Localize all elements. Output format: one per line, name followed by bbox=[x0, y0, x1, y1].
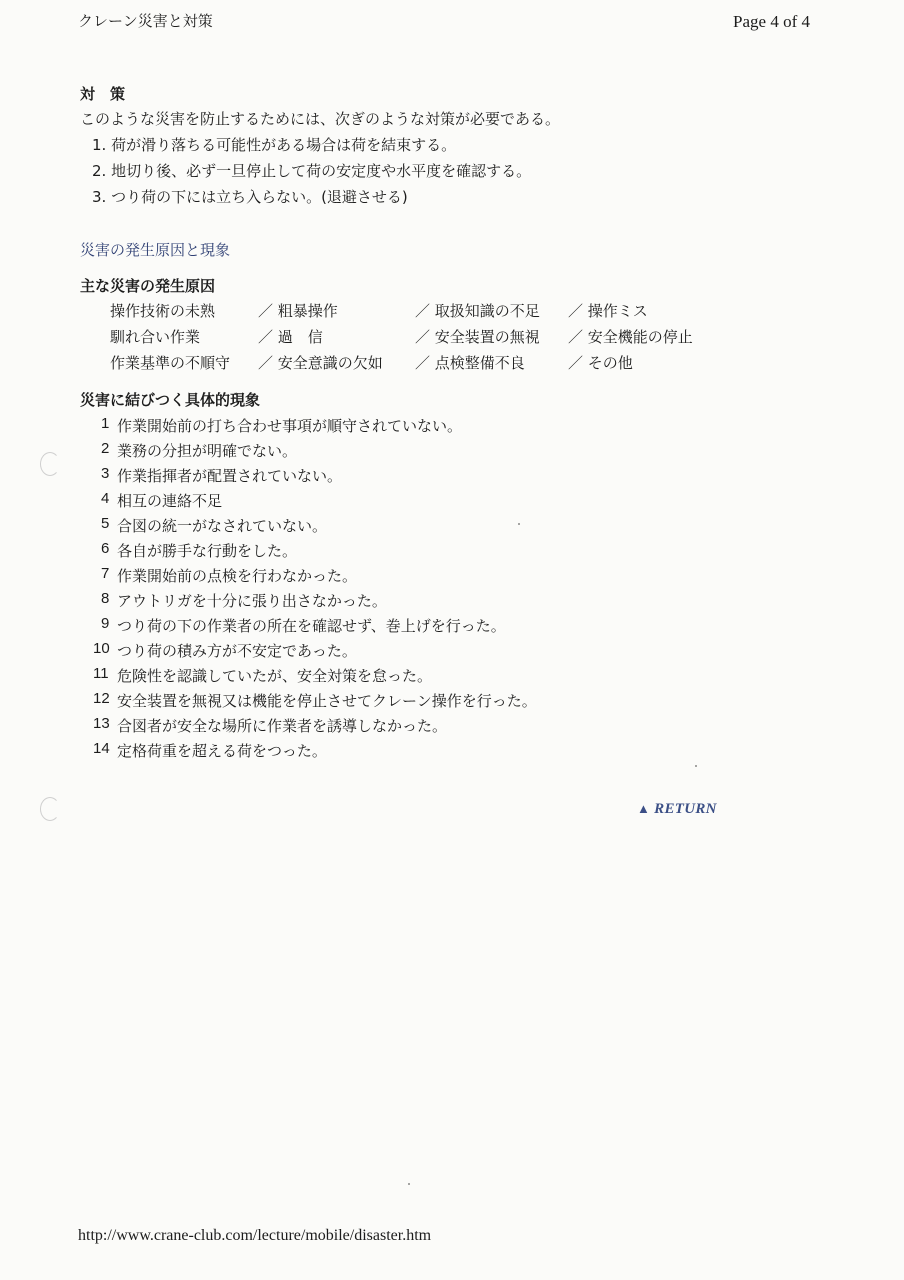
scan-speck bbox=[518, 523, 520, 525]
causes-section-title: 災害の発生原因と現象 bbox=[80, 241, 231, 259]
phenomenon-text: 相互の連絡不足 bbox=[117, 492, 223, 510]
main-causes-heading: 主な災害の発生原因 bbox=[80, 277, 216, 295]
cause-cell: ／ 点検整備不良 bbox=[415, 354, 525, 372]
phenomena-heading: 災害に結びつく具体的現象 bbox=[80, 391, 261, 409]
cause-cell: 作業基準の不順守 bbox=[110, 354, 231, 372]
phenomenon-number: 6 bbox=[101, 540, 110, 557]
punch-hole-decoration bbox=[40, 452, 60, 476]
phenomenon-number: 12 bbox=[93, 690, 110, 707]
phenomenon-number: 5 bbox=[101, 515, 110, 532]
return-label: RETURN bbox=[654, 801, 717, 817]
page-number: Page 4 of 4 bbox=[733, 12, 810, 31]
return-link[interactable] bbox=[637, 801, 717, 818]
cause-cell: 操作技術の未熟 bbox=[110, 302, 216, 320]
phenomenon-number: 11 bbox=[93, 665, 109, 682]
up-triangle-icon: ▲ bbox=[637, 801, 651, 816]
phenomenon-number: 7 bbox=[101, 565, 110, 582]
countermeasure-item: 2. 地切り後、必ず一旦停止して荷の安定度や水平度を確認する。 bbox=[92, 162, 532, 180]
phenomenon-number: 1 bbox=[101, 415, 110, 432]
scan-speck bbox=[408, 1183, 410, 1185]
phenomenon-text: 業務の分担が明確でない。 bbox=[117, 442, 298, 460]
phenomenon-text: 各自が勝手な行動をした。 bbox=[117, 542, 298, 560]
footer-url: http://www.crane-club.com/lecture/mobile/disaster.htm bbox=[78, 1227, 432, 1244]
phenomenon-number: 3 bbox=[101, 465, 110, 482]
phenomenon-text: 安全装置を無視又は機能を停止させてクレーン操作を行った。 bbox=[117, 692, 537, 710]
phenomenon-text: 合図の統一がなされていない。 bbox=[117, 517, 328, 535]
phenomenon-number: 14 bbox=[93, 740, 110, 757]
phenomenon-text: 定格荷重を超える荷をつった。 bbox=[117, 742, 327, 760]
phenomenon-number: 8 bbox=[101, 590, 110, 607]
cause-cell: ／ 粗暴操作 bbox=[258, 302, 338, 320]
scan-speck bbox=[695, 765, 697, 767]
phenomenon-text: 作業開始前の打ち合わせ事項が順守されていない。 bbox=[117, 417, 463, 435]
countermeasure-item: 1. 荷が滑り落ちる可能性がある場合は荷を結束する。 bbox=[92, 136, 457, 154]
cause-cell: ／ その他 bbox=[568, 354, 633, 372]
phenomenon-number: 4 bbox=[101, 490, 110, 507]
countermeasures-intro: このような災害を防止するためには、次ぎのような対策が必要である。 bbox=[80, 110, 561, 128]
phenomenon-text: 作業指揮者が配置されていない。 bbox=[117, 467, 343, 485]
cause-cell: ／ 取扱知識の不足 bbox=[415, 302, 540, 320]
cause-cell: ／ 安全意識の欠如 bbox=[258, 354, 383, 372]
countermeasures-heading: 対 策 bbox=[80, 85, 126, 103]
phenomenon-number: 9 bbox=[101, 615, 110, 632]
phenomenon-text: 作業開始前の点検を行わなかった。 bbox=[117, 567, 358, 585]
phenomenon-number: 13 bbox=[93, 715, 110, 732]
cause-cell: ／ 安全装置の無視 bbox=[415, 328, 540, 346]
header-title: クレーン災害と対策 bbox=[78, 12, 213, 30]
phenomenon-text: アウトリガを十分に張り出さなかった。 bbox=[117, 592, 387, 610]
phenomenon-text: 合図者が安全な場所に作業者を誘導しなかった。 bbox=[117, 717, 448, 735]
phenomenon-text: つり荷の積み方が不安定であった。 bbox=[117, 642, 357, 660]
cause-cell: ／ 安全機能の停止 bbox=[568, 328, 693, 346]
phenomenon-number: 10 bbox=[93, 640, 110, 657]
countermeasure-item: 3. つり荷の下には立ち入らない。(退避させる) bbox=[92, 188, 408, 206]
cause-cell: ／ 操作ミス bbox=[568, 302, 648, 320]
phenomenon-text: 危険性を認識していたが、安全対策を怠った。 bbox=[117, 667, 433, 685]
cause-cell: ／ 過 信 bbox=[258, 328, 323, 346]
phenomenon-text: つり荷の下の作業者の所在を確認せず、巻上げを行った。 bbox=[117, 617, 506, 635]
cause-cell: 馴れ合い作業 bbox=[110, 328, 201, 346]
punch-hole-decoration bbox=[40, 797, 60, 821]
phenomenon-number: 2 bbox=[101, 440, 110, 457]
